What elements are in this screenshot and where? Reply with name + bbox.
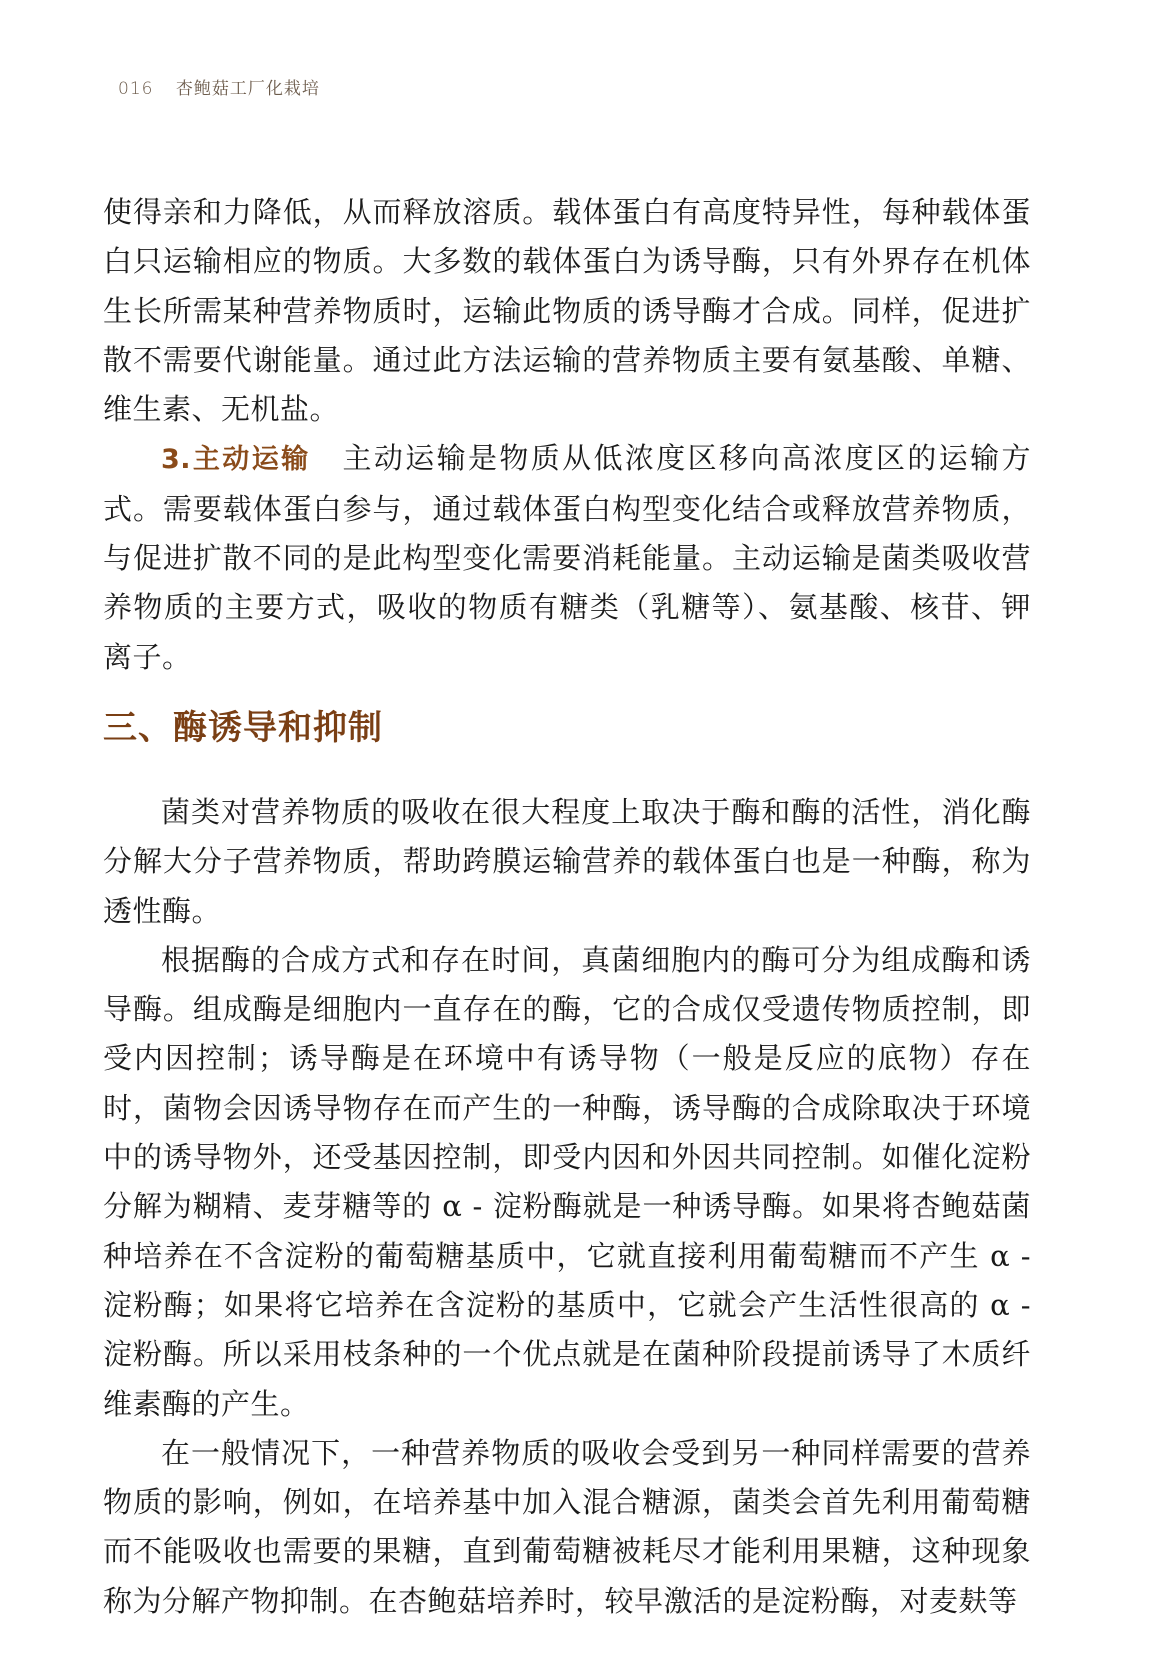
section-heading: 三、酶诱导和抑制: [103, 707, 383, 748]
paragraph-enzyme-types: 根据酶的合成方式和存在时间，真菌细胞内的酶可分为组成酶和诱导酶。组成酶是细胞内一直存在的酶，它的合成仅受遗传物质控制，即受内因控制；诱导酶是在环境中有诱导物（一般是反应的底物）存在时，菌物会因诱导物存在而产生的一种酶，诱导酶的合成除取决于环境中的诱导物外，还受基因控制，即受内因和外因共同控制。如催化淀粉分解为糊精、麦芽糖等的 α - 淀粉酶就是一种诱导酶。如果将杏鲍菇菌种培养在不含淀粉的葡萄糖基质中，它就直接利用葡萄糖而不产生 α - 淀粉酶；如果将它培养在含淀粉的基质中，它就会产生活性很高的 α - 淀粉酶。所以采用枝条种的一个优点就是在菌种阶段提前诱导了木质纤维素酶的产生。: [103, 942, 1031, 1421]
page-body: [103, 188, 1031, 1626]
paragraph-enzyme-intro: 菌类对营养物质的吸收在很大程度上取决于酶和酶的活性，消化酶分解大分子营养物质，帮助跨膜运输营养的载体蛋白也是一种酶，称为透性酶。: [103, 794, 1031, 928]
paragraph-active-transport-text: 主动运输是物质从低浓度区移向高浓度区的运输方式。需要载体蛋白参与，通过载体蛋白构型变化结合或释放营养物质，与促进扩散不同的是此构型变化需要消耗能量。主动运输是菌类吸收营养物质的主要方式，吸收的物质有糖类（乳糖等）、氨基酸、核苷、钾离子。: [103, 441, 1031, 674]
running-header: [118, 74, 320, 99]
paragraph-catabolite-repression: 在一般情况下，一种营养物质的吸收会受到另一种同样需要的营养物质的影响，例如，在培养基中加入混合糖源，菌类会首先利用葡萄糖而不能吸收也需要的果糖，直到葡萄糖被耗尽才能利用果糖，这种现象称为分解产物抑制。在杏鲍菇培养时，较早激活的是淀粉酶，对麦麸等: [103, 1435, 1031, 1618]
subheading-active-transport: 3.主动运输: [161, 444, 311, 476]
book-title: 杏鲍菇工厂化栽培: [175, 79, 320, 99]
paragraph-continued: 使得亲和力降低，从而释放溶质。载体蛋白有高度特异性，每种载体蛋白只运输相应的物质。大多数的载体蛋白为诱导酶，只有外界存在机体生长所需某种营养物质时，运输此物质的诱导酶才合成。同样，促进扩散不需要代谢能量。通过此方法运输的营养物质主要有氨基酸、单糖、维生素、无机盐。: [103, 195, 1031, 427]
paragraph-active-transport: [103, 434, 1031, 681]
page-number: 016: [118, 79, 154, 99]
